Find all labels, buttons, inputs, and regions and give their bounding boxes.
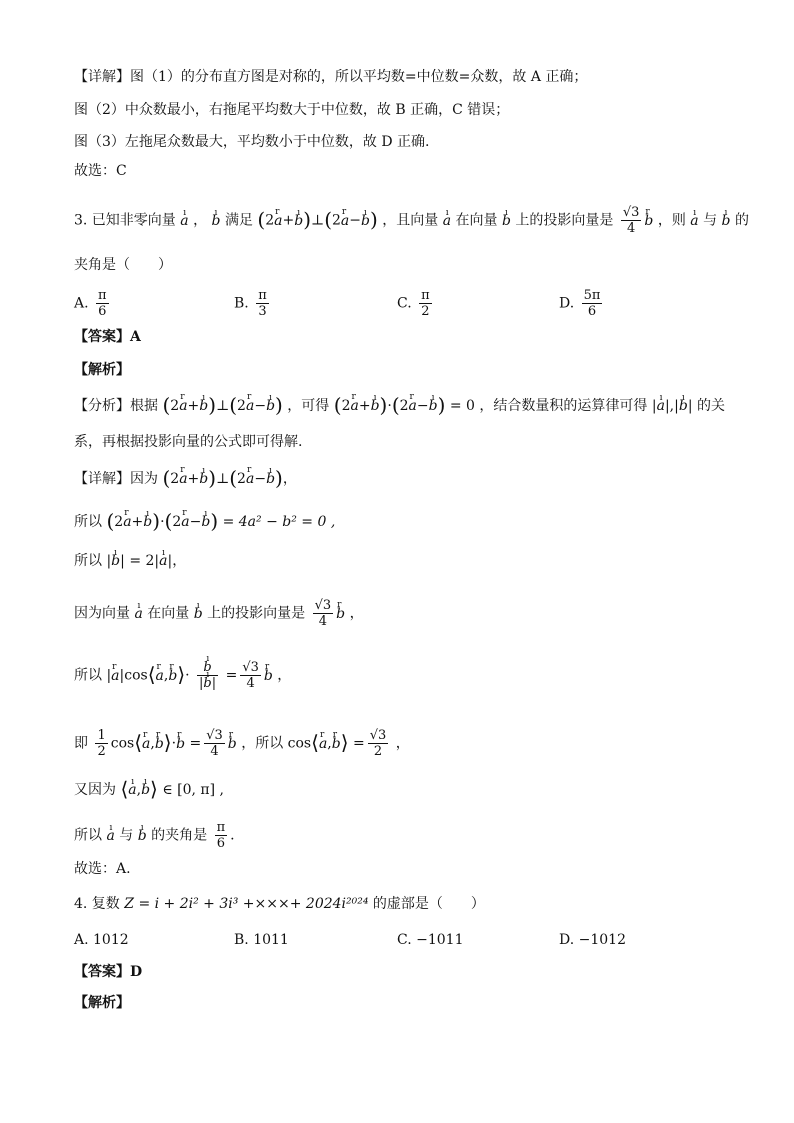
q2-detail-line2: 图（2）中众数最小，右拖尾平均数大于中位数，故 B 正确，C 错误； (74, 102, 510, 118)
q3-detail-line6: 即 $\frac{1}{2}$ cos⟨r a,r b⟩·r b = $\frac{√3}{4}$ r b ，所以 cos⟨r a,r b⟩ = $\frac{√3}{2}$ ， (74, 728, 410, 759)
q3-text-i: 的 (734, 212, 749, 229)
q4-stem: 4. 复数 Z = i + 2i² + 3i³ +×××+ 2024i²⁰²⁴ 的虚部是（ ） (74, 896, 485, 912)
q3-detail-line2: 所以 (2r a+ı b)·(2r a−ı b) = 4a² − b² = 0 , (74, 512, 335, 531)
q3-text-b: ， (193, 212, 208, 229)
q3-stem-line2: 夹角是（ ） (74, 257, 172, 273)
q3-text-h: 与 (703, 212, 718, 229)
q3-text-d: ，且向量 (382, 212, 439, 229)
q4-answer: 【答案】D (74, 964, 143, 980)
q3-analysis-line2: 系，再根据投影向量的公式即可得解. (74, 434, 303, 450)
q3-detail-line5: 所以 |r a|cos⟨r a,r b⟩· ı $\frac{b}{\text{|ı b|}}$ = $\frac{√3}{4}$ r b ， (74, 660, 291, 691)
q3-text-g: ，则 (657, 212, 686, 229)
q3-text-a: 3. 已知非零向量 (74, 212, 176, 229)
q2-detail-line1: 【详解】图（1）的分布直方图是对称的，所以平均数=中位数=众数，故 A 正确； (74, 69, 588, 85)
q4-option-d[interactable]: D. −1012 (559, 932, 626, 948)
vector-b: ı b (212, 212, 221, 230)
q3-text-e: 在向量 (455, 212, 498, 229)
q3-detail-line4: 因为向量 ı a 在向量 ı b 上的投影向量是 $\frac{√3}{4}$ r b ， (74, 598, 364, 629)
q3-selection: 故选：A. (74, 861, 131, 877)
projection-fraction: $\frac{√3}{4}$ (622, 205, 640, 236)
q3-option-d[interactable]: D. $\frac{5\pi}{6}$ (559, 288, 601, 319)
complex-expression: Z = i + 2i² + 3i³ +×××+ 2024i²⁰²⁴ (124, 896, 369, 912)
q3-option-c[interactable]: C. $\frac{\pi}{2}$ (397, 288, 430, 319)
q3-option-b[interactable]: B. $\frac{\pi}{3}$ (234, 288, 267, 319)
q3-text-c: 满足 (224, 212, 253, 229)
q4-option-c[interactable]: C. −1011 (397, 932, 464, 948)
perp-symbol: ⊥ (311, 212, 325, 229)
q2-detail-line3: 图（3）左拖尾众数最大，平均数小于中位数，故 D 正确. (74, 134, 430, 150)
q3-analysis-heading: 【解析】 (74, 362, 130, 378)
q4-option-b[interactable]: B. 1011 (234, 932, 289, 948)
q2-selection: 故选：C (74, 163, 127, 179)
q3-text-f: 上的投影向量是 (515, 212, 614, 229)
q4-option-a[interactable]: A. 1012 (74, 932, 129, 948)
q3-answer: 【答案】A (74, 329, 141, 345)
q3-detail-line8: 所以 ı a 与 ı b 的夹角是 $\frac{\pi}{6}$ . (74, 820, 235, 851)
q4-analysis-heading: 【解析】 (74, 995, 130, 1011)
q3-stem: 3. 已知非零向量 ı a ， ı b 满足 (2r a+ı b)⊥(2r a−ı b) ，且向量 ı a 在向量 ı b 上的投影向量是 $\frac{√3}{4}$ r b ，则 ı a 与 ı b 的 (74, 205, 749, 236)
q3-analysis-line1: 【分析】根据 (2r a+ı b)⊥(2r a−ı b) ，可得 (2r a+ı b)·(2r a−ı b) = 0 ，结合数量积的运算律可得 |ı a|,|ı b| 的关 (74, 396, 725, 415)
vector-a: ı a (180, 212, 188, 230)
q3-detail-line3: 所以 |ı b| = 2|ı a|， (74, 552, 186, 570)
q3-option-a[interactable]: A. $\frac{\pi}{6}$ (74, 288, 107, 319)
q3-detail-line7: 又因为 ⟨ı a,ı b⟩ ∈ [0, π] , (74, 780, 224, 799)
q3-detail-line1: 【详解】因为 (2r a+ı b)⊥(2r a−ı b)， (74, 469, 297, 488)
